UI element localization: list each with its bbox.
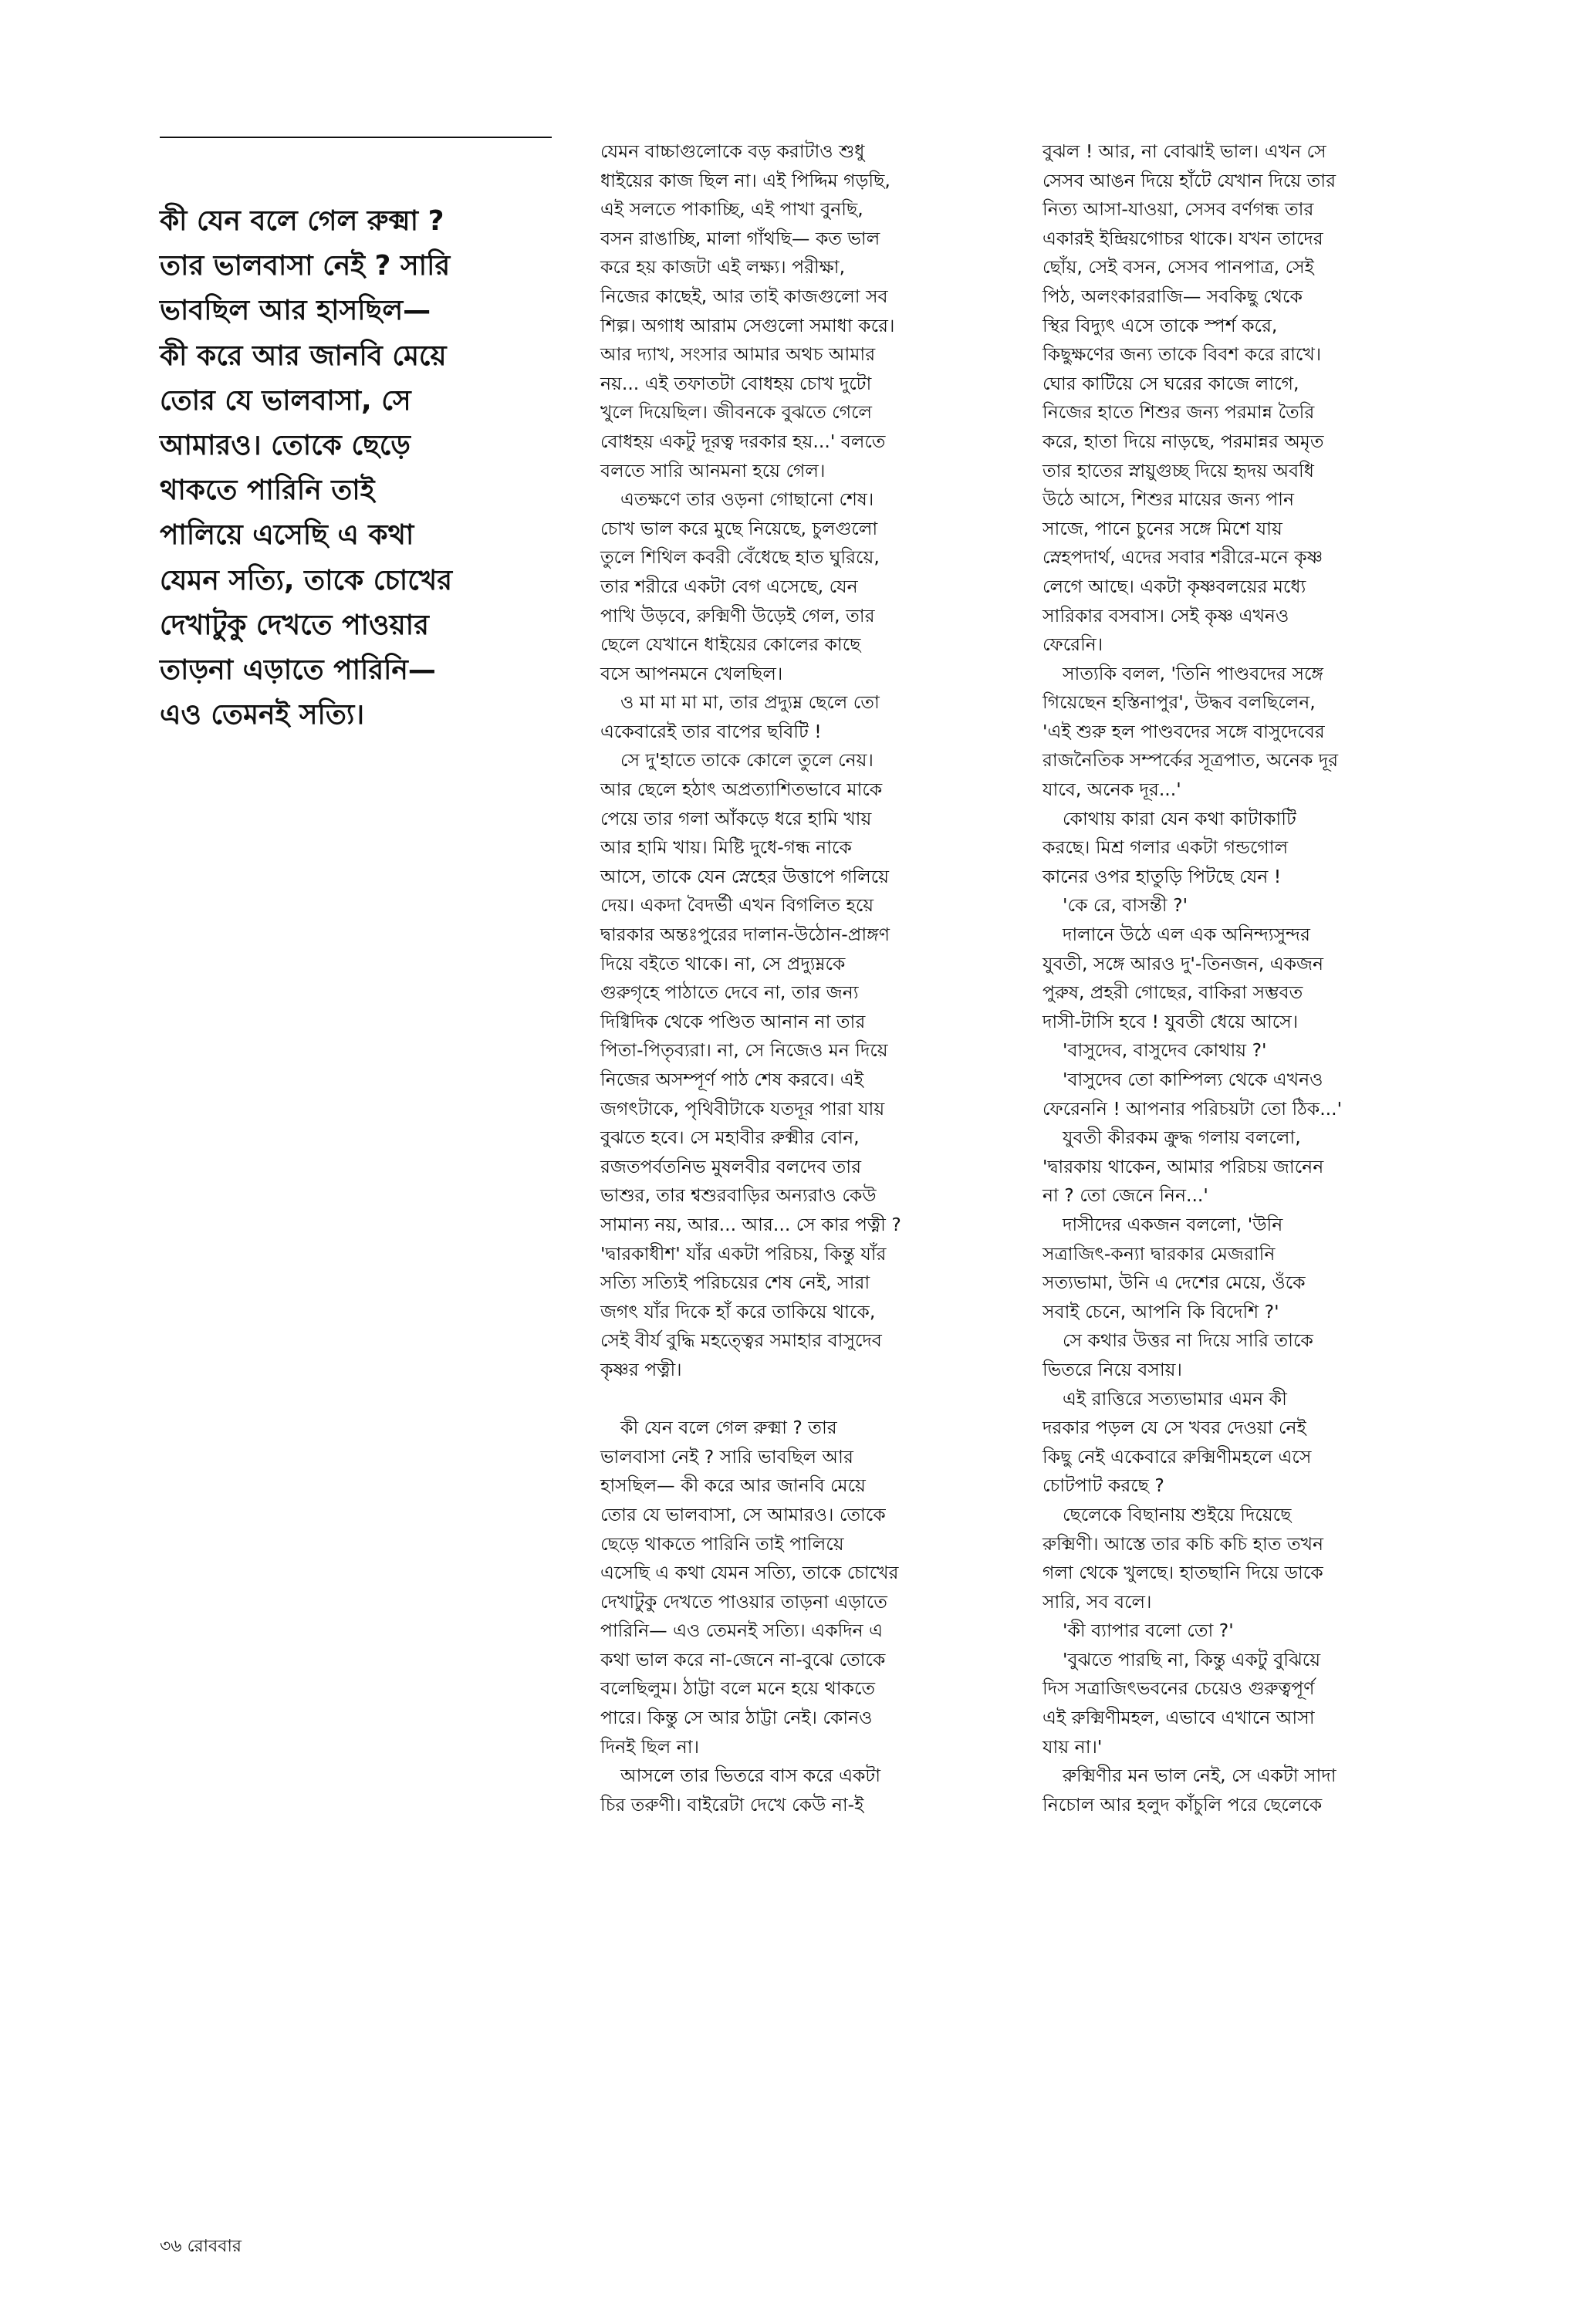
text-line: কথা ভাল করে না-জেনে না-বুঝে তোকে <box>600 1648 886 1670</box>
text-line: পুরুষ, প্রহরী গোছের, বাকিরা সম্ভবত <box>1042 981 1303 1004</box>
text-line: সাত্যকি বলল, 'তিনি পাণ্ডবদের সঙ্গে <box>1063 662 1324 684</box>
text-line: স্নেহপদার্থ, এদের সবার শরীরে-মনে কৃষ্ণ <box>1042 546 1323 569</box>
text-line: তার শরীরে একটা বেগ এসেছে, যেন <box>600 575 858 597</box>
text-line: একেবারেই তার বাপের ছবিটি ! <box>600 720 822 742</box>
text-line: জগৎটাকে, পৃথিবীটাকে যতদূর পারা যায় <box>600 1097 885 1120</box>
text-line: নিত্য আসা-যাওয়া, সেসব বর্ণগন্ধ তার <box>1042 198 1314 221</box>
text-line: নিচোল আর হলুদ কাঁচুলি পরে ছেলেকে <box>1042 1793 1323 1816</box>
text-line: এই রাত্তিরে সত্যভামার এমন কী <box>1063 1387 1287 1410</box>
text-line: চোখ ভাল করে মুছে নিয়েছে, চুলগুলো <box>600 517 878 539</box>
text-line: ছেলে যেখানে ধাইয়ের কোলের কাছে <box>600 633 861 656</box>
text-line: কিছুক্ষণের জন্য তাকে বিবশ করে রাখে। <box>1042 343 1322 366</box>
text-line: 'কী ব্যাপার বলো তো ?' <box>1063 1620 1234 1642</box>
text-line: বসে আপনমনে খেলছিল। <box>600 662 783 684</box>
text-line: বোধহয় একটু দূরত্ব দরকার হয়...' বলতে <box>600 430 886 452</box>
text-line: যুবতী, সঙ্গে আরও দু'-তিনজন, একজন <box>1042 952 1324 975</box>
text-line: সাজে, পানে চুনের সঙ্গে মিশে যায় <box>1042 517 1282 539</box>
pullquote-line: আমারও। তোকে ছেড়ে <box>160 430 411 462</box>
text-line: পিতা-পিতৃব্যরা। না, সে নিজেও মন দিয়ে <box>600 1039 888 1062</box>
text-line: খুলে দিয়েছিল। জীবনকে বুঝতে গেলে <box>600 401 873 424</box>
text-line: গিয়েছেন হস্তিনাপুর', উদ্ধব বলছিলেন, <box>1042 691 1316 714</box>
text-line: দাসী-টাসি হবে ! যুবতী ধেয়ে আসে। <box>1042 1010 1299 1032</box>
text-line: ছেলেকে বিছানায় শুইয়ে দিয়েছে <box>1063 1503 1292 1525</box>
text-line: তার হাতের স্নায়ুগুচ্ছ দিয়ে হৃদয় অবধি <box>1042 459 1314 481</box>
text-line: ভালবাসা নেই ? সারি ভাবছিল আর <box>600 1445 853 1468</box>
text-line: ছেড়ে থাকতে পারিনি তাই পালিয়ে <box>600 1532 844 1555</box>
text-line: দিয়ে বইতে থাকে। না, সে প্রদ্যুম্নকে <box>600 952 846 975</box>
pullquote-line: যেমন সত্যি, তাকে চোখের <box>160 564 453 596</box>
text-line: সেসব আঙন দিয়ে হাঁটে যেখান দিয়ে তার <box>1042 169 1336 191</box>
text-line: রাজনৈতিক সম্পর্কের সূত্রপাত, অনেক দূর <box>1042 749 1339 772</box>
text-line: সারি, সব বলে। <box>1042 1590 1152 1613</box>
text-line: ঘোর কাটিয়ে সে ঘরের কাজে লাগে, <box>1042 372 1299 394</box>
text-line: 'দ্বারকাধীশ' যাঁর একটা পরিচয়, কিন্তু যাঁর <box>600 1242 887 1265</box>
text-line: পারিনি— এও তেমনই সত্যি। একদিন এ <box>600 1620 884 1642</box>
text-line: নিজের হাতে শিশুর জন্য পরমান্ন তৈরি <box>1042 401 1315 424</box>
text-line: সত্যভামা, উনি এ দেশের মেয়ে, ওঁকে <box>1042 1272 1306 1294</box>
text-line: বলেছিলুম। ঠাট্টা বলে মনে হয়ে থাকতে <box>600 1677 876 1700</box>
pullquote-line: কী যেন বলে গেল রুক্মা ? <box>160 205 444 237</box>
text-line: সত্রাজিৎ-কন্যা দ্বারকার মেজরানি <box>1042 1242 1276 1265</box>
pullquote-rule <box>160 137 552 138</box>
text-line: দিস সত্রাজিৎভবনের চেয়েও গুরুত্বপূর্ণ <box>1042 1677 1315 1700</box>
pullquote-line: তার ভালবাসা নেই ? সারি <box>160 250 451 282</box>
text-line: সামান্য নয়, আর... আর... সে কার পত্নী ? <box>600 1213 901 1235</box>
pullquote-line: ভাবছিল আর হাসছিল— <box>160 295 431 327</box>
text-line: উঠে আসে, শিশুর মায়ের জন্য পান <box>1042 488 1295 511</box>
text-line: ও মা মা মা মা, তার প্রদ্যুম্ন ছেলে তো <box>620 691 880 714</box>
text-line: হাসছিল— কী করে আর জানবি মেয়ে <box>600 1474 866 1497</box>
text-line: নয়... এই তফাতটা বোধহয় চোখ দুটো <box>600 372 872 394</box>
text-line: সে দু'হাতে তাকে কোলে তুলে নেয়। <box>620 749 874 772</box>
text-line: এই সলতে পাকাচ্ছি, এই পাখা বুনছি, <box>600 198 863 221</box>
text-line: তুলে শিথিল কবরী বেঁধেছে হাত ঘুরিয়ে, <box>600 546 880 569</box>
text-line: দেয়। একদা বৈদর্ভী এখন বিগলিত হয়ে <box>600 894 874 917</box>
text-line: এসেছি এ কথা যেমন সত্যি, তাকে চোখের <box>600 1562 899 1584</box>
text-line: দালানে উঠে এল এক অনিন্দ্যসুন্দর <box>1063 924 1310 946</box>
text-line: আসলে তার ভিতরে বাস করে একটা <box>620 1765 881 1787</box>
text-line: আর ছেলে হঠাৎ অপ্রত্যাশিতভাবে মাকে <box>600 779 883 801</box>
text-line: কিছু নেই একেবারে রুক্মিণীমহলে এসে <box>1042 1445 1312 1468</box>
text-line: 'বাসুদেব, বাসুদেব কোথায় ?' <box>1063 1039 1267 1062</box>
pullquote-line: পালিয়ে এসেছি এ কথা <box>160 519 414 552</box>
pullquote-line: এও তেমনই সত্যি। <box>160 699 365 731</box>
text-line: আসে, তাকে যেন স্নেহের উত্তাপে গলিয়ে <box>600 865 890 887</box>
pullquote-line: থাকতে পারিনি তাই <box>160 475 375 507</box>
text-line: বসন রাঙাচ্ছি, মালা গাঁথছি— কত ভাল <box>600 227 880 249</box>
text-line: ধাইয়ের কাজ ছিল না। এই পিদ্দিম গড়ছি, <box>600 169 890 191</box>
text-line: রুক্মিণী। আস্তে তার কচি কচি হাত তখন <box>1042 1532 1324 1555</box>
pullquote-line: কী করে আর জানবি মেয়ে <box>160 339 447 372</box>
text-line: ফেরেননি ! আপনার পরিচয়টা তো ঠিক...' <box>1042 1097 1343 1120</box>
text-line: জগৎ যাঁর দিকে হাঁ করে তাকিয়ে থাকে, <box>600 1300 876 1322</box>
text-line: গুরুগৃহে পাঠাতে দেবে না, তার জন্য <box>600 981 859 1004</box>
text-line: তোর যে ভালবাসা, সে আমারও। তোকে <box>600 1503 886 1525</box>
text-line: পাখি উড়বে, রুক্মিণী উড়েই গেল, তার <box>600 604 875 627</box>
text-line: কানের ওপর হাতুড়ি পিটছে যেন ! <box>1042 865 1282 887</box>
text-line: পারে। কিন্তু সে আর ঠাট্টা নেই। কোনও <box>600 1707 873 1729</box>
text-line: দিনই ছিল না। <box>600 1735 699 1758</box>
text-line: কৃষ্ণর পত্নী। <box>600 1358 682 1380</box>
text-line: আর হামি খায়। মিষ্টি দুধে-গন্ধ নাকে <box>600 836 852 859</box>
text-line: বলতে সারি আনমনা হয়ে গেল। <box>600 459 826 481</box>
text-line: পিঠ, অলংকাররাজি— সবকিছু থেকে <box>1042 285 1303 307</box>
text-line: রজতপর্বতনিভ মুষলবীর বলদেব তার <box>600 1155 861 1177</box>
text-line: পেয়ে তার গলা আঁকড়ে ধরে হামি খায় <box>600 807 872 829</box>
paragraph-break <box>600 1385 1029 1414</box>
text-line: স্থির বিদ্যুৎ এসে তাকে স্পর্শ করে, <box>1042 314 1278 336</box>
text-line: রুক্মিণীর মন ভাল নেই, সে একটা সাদা <box>1063 1765 1336 1787</box>
text-line: আর দ্যাখ, সংসার আমার অথচ আমার <box>600 343 876 366</box>
text-line: চির তরুণী। বাইরেটা দেখে কেউ না-ই <box>600 1793 864 1816</box>
text-line: ভিতরে নিয়ে বসায়। <box>1042 1358 1182 1380</box>
text-line: লেগে আছে। একটা কৃষ্ণবলয়ের মধ্যে <box>1042 575 1306 597</box>
article-column-2 <box>600 137 1029 1819</box>
text-line: ভাশুর, তার শ্বশুরবাড়ির অন্যরাও কেউ <box>600 1184 877 1207</box>
text-line: নিজের অসম্পূর্ণ পাঠ শেষ করবে। এই <box>600 1069 863 1090</box>
text-line: চোটপাট করছে ? <box>1042 1474 1164 1497</box>
text-line: সত্যি সত্যিই পরিচয়ের শেষ নেই, সারা <box>600 1272 870 1294</box>
pullquote-line: তাড়না এড়াতে পারিনি— <box>160 654 436 687</box>
text-line: করছে। মিশ্র গলার একটা গন্ডগোল <box>1042 836 1289 859</box>
text-line: করে, হাতা দিয়ে নাড়ছে, পরমান্নর অমৃত <box>1042 430 1324 452</box>
text-line: যেমন বাচ্চাগুলোকে বড় করাটাও শুধু <box>600 140 865 162</box>
text-line: দাসীদের একজন বললো, 'উনি <box>1063 1213 1283 1235</box>
text-line: কোথায় কারা যেন কথা কাটাকাটি <box>1063 807 1296 829</box>
pullquote-line: তোর যে ভালবাসা, সে <box>160 384 411 417</box>
text-line: শিল্প। অগাধ আরাম সেগুলো সমাধা করে। <box>600 314 895 336</box>
text-line: কী যেন বলে গেল রুক্মা ? তার <box>620 1417 837 1439</box>
text-line: দ্বারকার অন্তঃপুরের দালান-উঠোন-প্রাঙ্গণ <box>600 924 890 946</box>
text-line: ছোঁয়, সেই বসন, সেসব পানপাত্র, সেই <box>1042 256 1314 279</box>
text-line: 'এই শুরু হল পাণ্ডবদের সঙ্গে বাসুদেবের <box>1042 720 1325 742</box>
text-line: 'বুঝতে পারছি না, কিন্তু একটু বুঝিয়ে <box>1063 1648 1321 1670</box>
text-line: ফেরেনি। <box>1042 633 1103 656</box>
text-line: 'কে রে, বাসন্তী ?' <box>1063 894 1188 917</box>
text-line: দেখাটুকু দেখতে পাওয়ার তাড়না এড়াতে <box>600 1590 887 1613</box>
text-line: যায় না।' <box>1042 1735 1103 1758</box>
pullquote <box>160 199 561 738</box>
pullquote-line: দেখাটুকু দেখতে পাওয়ার <box>160 609 429 641</box>
text-line: যাবে, অনেক দূর...' <box>1042 779 1181 801</box>
text-line: যুবতী কীরকম ক্রুদ্ধ গলায় বললো, <box>1063 1127 1301 1149</box>
article-column-3 <box>1042 137 1475 1819</box>
text-line: গলা থেকে খুলছে। হাতছানি দিয়ে ডাকে <box>1042 1562 1323 1584</box>
text-line: একারই ইন্দ্রিয়গোচর থাকে। যখন তাদের <box>1042 227 1323 249</box>
text-line: সবাই চেনে, আপনি কি বিদেশি ?' <box>1042 1300 1279 1322</box>
text-line: দিগ্বিদিক থেকে পণ্ডিত আনান না তার <box>600 1010 866 1032</box>
text-line: বুঝল ! আর, না বোঝাই ভাল। এখন সে <box>1042 140 1326 162</box>
text-line: না ? তো জেনে নিন...' <box>1042 1184 1208 1207</box>
text-line: 'দ্বারকায় থাকেন, আমার পরিচয় জানেন <box>1042 1155 1324 1177</box>
text-line: সেই বীর্য বুদ্ধি মহত্ত্বের সমাহার বাসুদেব <box>600 1329 882 1352</box>
page-folio: ৩৬ রোববার <box>160 2237 242 2256</box>
text-line: এতক্ষণে তার ওড়না গোছানো শেষ। <box>620 488 874 511</box>
text-line: দরকার পড়ল যে সে খবর দেওয়া নেই <box>1042 1417 1306 1439</box>
text-line: বুঝতে হবে। সে মহাবীর রুক্মীর বোন, <box>600 1127 860 1149</box>
text-line: করে হয় কাজটা এই লক্ষ্য। পরীক্ষা, <box>600 256 846 279</box>
text-line: নিজের কাছেই, আর তাই কাজগুলো সব <box>600 285 888 307</box>
text-line: সে কথার উত্তর না দিয়ে সারি তাকে <box>1063 1329 1313 1352</box>
text-line: 'বাসুদেব তো কাম্পিল্য থেকে এখনও <box>1063 1069 1323 1090</box>
text-line: এই রুক্মিণীমহল, এভাবে এখানে আসা <box>1042 1707 1315 1729</box>
text-line: সারিকার বসবাস। সেই কৃষ্ণ এখনও <box>1042 604 1289 627</box>
